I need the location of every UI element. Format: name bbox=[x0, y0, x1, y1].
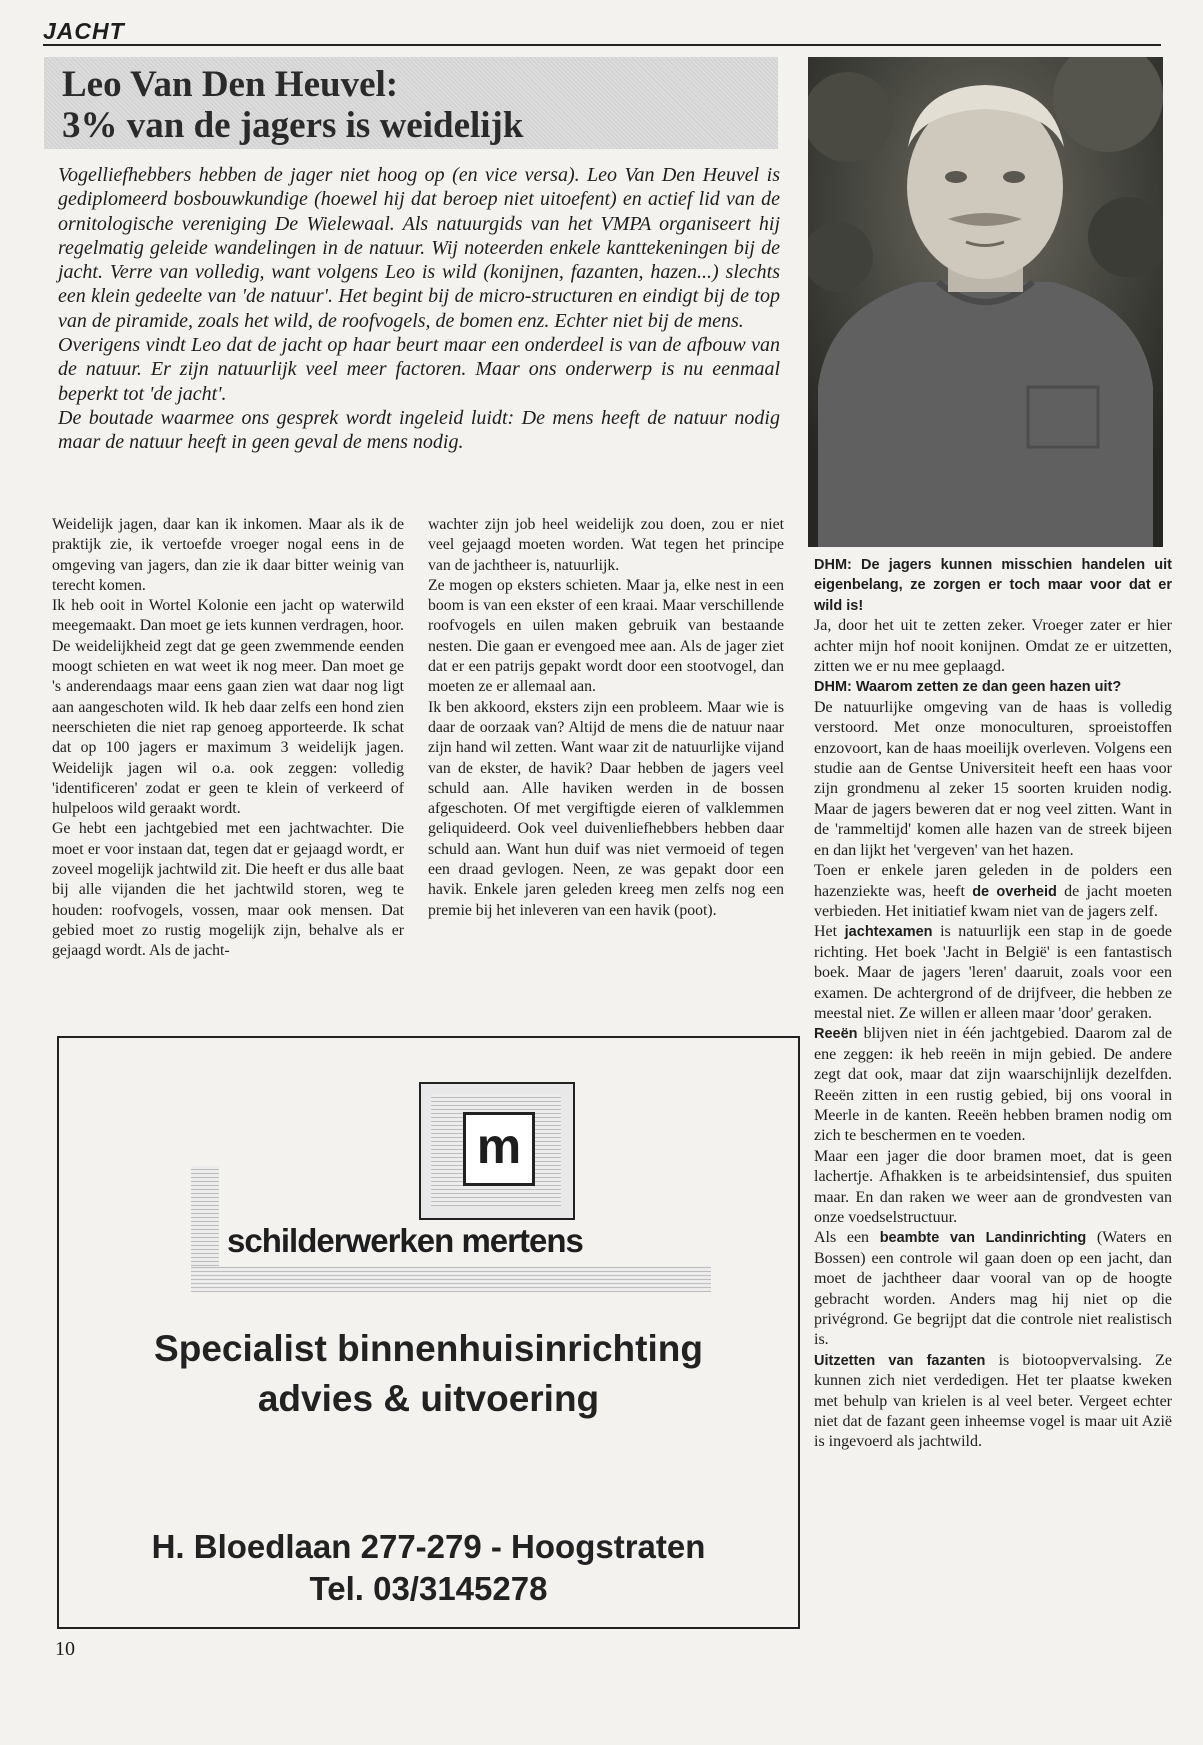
paragraph bbox=[814, 922, 1172, 1024]
headline-line-1: Leo Van Den Heuvel: bbox=[62, 64, 399, 105]
brand-name: schilderwerken mertens bbox=[227, 1222, 583, 1259]
section-label: JACHT bbox=[43, 18, 125, 44]
advertisement bbox=[57, 1036, 800, 1629]
text-run: (Waters en Bossen) een controle wil gaan doen op een jacht, dan moet de jachtheer daar vooral van op de hoogte gebracht worden. Anders mag hij niet op die privégrond. Ge begrijpt dat die controle niet realistisch is. bbox=[814, 1229, 1172, 1349]
headline-box bbox=[44, 57, 778, 149]
paragraph: Weidelijk jagen, daar kan ik inkomen. Maar als ik de praktijk zie, ik vertoefde vroeger nogal eens in de omgeving van jagers, dan zie ik daar bitter weinig van terecht komen. bbox=[52, 516, 404, 594]
ad-tagline-2: advies & uitvoering bbox=[257, 1378, 600, 1419]
text-run: blijven niet in één jachtgebied. Daarom zal de ene zeggen: ik heb reeën in mijn gebied. De andere zegt dat ook, maar dat zijn waarschijnlijk dezelfden. Reeën zitten in een rustig gebied, bij ons vooral in Meerle in de kanten. Reeën hebben bramen nodig om zich te beschermen en te voeden. bbox=[814, 1025, 1172, 1145]
paragraph: Ge hebt een jachtgebied met een jachtwachter. Die moet er voor instaan dat, tegen dat er gejaagd wordt, er zoveel mogelijk jachtwild zit. Die heeft er dus alle baat bij alle vijanden die het jachtwild storen, weg te houden: roofvogels, vossen, maar ook mensen. Dat gebied moet zo rustig mogelijk zijn, behalve als er gejaagd wordt. Als de jacht- bbox=[52, 820, 404, 960]
paragraph: Ze mogen op eksters schieten. Maar ja, elke nest in een boom is van een ekster of een kraai. Maar verschillende roofvogels en uilen maken gebruik van bestaande nesten. Die gaan er evengoed mee aan. Als de jager ziet dat er een patrijs gepakt wordt door een stootvogel, dan moeten ze er allemaal aan. bbox=[428, 576, 784, 696]
bold-term: Reeën bbox=[814, 1026, 858, 1043]
paragraph bbox=[814, 861, 1172, 922]
paragraph: Ja, door het uit te zetten zeker. Vroeger zater er hier achter mijn hof nooit konijnen. Omdat ze er uitzetten, zitten we er nu mee geplaagd. bbox=[814, 617, 1172, 676]
paragraph bbox=[814, 1351, 1172, 1453]
paragraph: Ik heb ooit in Wortel Kolonie een jacht op waterwild meegemaakt. Dan moet ge iets kunnen verdragen, hoor. De weidelijkheid zegt dat ge geen zwemmende eenden moogt schieten en wat weet ik nog meer. Dan moet ge 's anderendaags maar eens gaan zien wat daar nog ligt aan aangeschoten wild. Ik heb daar zelfs een hond zien neerschieten die niet rap genoeg apporteerde. Ik schat dat op 100 jagers er maximum 3 weidelijk jagen. Weidelijk jagen wil o.a. ook zeggen: volledig 'identificeren' zodat er geen te klein of verkeerd of hulpeloos wild geraakt wordt. bbox=[52, 597, 404, 818]
header-rule bbox=[43, 44, 1161, 46]
page-number: 10 bbox=[55, 1638, 75, 1660]
bold-term: Uitzetten van fazanten bbox=[814, 1352, 986, 1369]
intro-paragraph: De boutade waarmee ons gesprek wordt ingeleid luidt: De mens heeft de natuur nodig maar de natuur heeft in geen geval de mens nodig. bbox=[58, 406, 780, 454]
bold-term: beambte van Landinrichting bbox=[879, 1230, 1087, 1247]
article-column-1 bbox=[52, 515, 404, 962]
paragraph: wachter zijn job heel weidelijk zou doen, zou er niet veel gejaagd moeten worden. Wat tegen het principe van de jachtheer is, natuurlijk. bbox=[428, 516, 784, 574]
intro-paragraph: Vogelliefhebbers hebben de jager niet hoog op (en vice versa). Leo Van Den Heuvel is gediplomeerd bosbouwkundige (hoewel hij dat beroep niet uitoefent) en actief lid van de ornitologische vereniging De Wielewaal. Als natuurgids van het VMPA organiseert hij regelmatig geleide wandelingen in de natuur. Wij noteerden enkele kanttekeningen bij de jacht. Verre van volledig, want volgens Leo is wild (konijnen, fazanten, hazen...) slechts een klein gedeelte van 'de natuur'. Het begint bij de micro-structuren en eindigt bij de top van de piramide, zoals het wild, de roofvogels, de bomen enz. Echter niet bij de mens. bbox=[58, 164, 780, 332]
logo-frame bbox=[419, 1082, 575, 1220]
paragraph: Ik ben akkoord, eksters zijn een probleem. Maar wie is daar de oorzaak van? Altijd de mens die de natuur naar zijn hand wil zetten. Want waar zit de natuurlijke vijand van de ekster, de havik? Daar hebben de jagers veel schuld aan. Alle haviken werden in de bossen afgeschoten. Of met vergiftigde eieren of valklemmen geliquideerd. Ook veel duivenliefhebbers hebben daar schuld aan. Want hun duif was niet vermoeid of tegen een draad gevlogen. Neen, ze was gepakt door een havik. Enkele jaren geleden kreeg men zelfs nog een premie bij het inleveren van een havik (poot). bbox=[428, 698, 784, 919]
logo-m-icon: m bbox=[463, 1112, 535, 1186]
paragraph: Maar een jager die door bramen moet, dat is geen lachertje. Afhakken is te arbeidsintensief, dus spuiten maar. En dan raken we weer aan de grondvesten van onze voedselstructuur. bbox=[814, 1147, 1172, 1226]
headline-line-2: 3% van de jagers is weidelijk bbox=[62, 105, 524, 146]
bold-term: de overheid bbox=[972, 883, 1057, 900]
text-run: Het bbox=[814, 923, 845, 941]
portrait-illustration bbox=[808, 57, 1163, 547]
paragraph: De natuurlijke omgeving van de haas is volledig verstoord. Met onze monoculturen, sproeistoffen enzovoort, kan de haas moeilijk overleven. Volgens een studie aan de Gentse Universiteit heeft een haas voor zijn grondmenu al zeker 15 soorten kruiden nodig. Maar de jagers beweren dat er nog veel zitten. Want in de 'rammeltijd' komen alle hazen van de streek bijeen en dan lijkt het 'vergeven' van het hazen. bbox=[814, 698, 1172, 859]
interview-question: DHM: De jagers kunnen misschien handelen uit eigenbelang, ze zorgen er toch maar voor dat er wild is! bbox=[814, 557, 1172, 614]
paragraph bbox=[814, 1024, 1172, 1146]
text-run: is natuurlijk een stap in de goede richting. Het boek 'Jacht in België' is een fantastisch boek. Maar de jagers 'leren' daaruit, zoals voor een examen. De achtergrond of de drijfveer, die hebben ze meestal niet. Ze willen er alleen maar 'door' geraken. bbox=[814, 923, 1172, 1022]
text-run: Als een bbox=[814, 1229, 880, 1247]
text-run: Toen er enkele jaren geleden in de polders een hazenziekte was, heeft bbox=[814, 862, 1172, 900]
ad-phone: Tel. 03/3145278 bbox=[309, 1570, 548, 1607]
logo-stripes bbox=[191, 1266, 711, 1292]
ad-address: H. Bloedlaan 277-279 - Hoogstraten bbox=[151, 1528, 706, 1565]
text-run: is biotoopvervalsing. Ze kunnen zich niet verdedigen. Het ter plaatse kweken met behulp van krielen is al veel beter. Vergeet echter niet dat de fazant geen inheemse vogel is maar uit Azië is ingevoerd als jachtwild. bbox=[814, 1351, 1172, 1451]
ad-tagline-1: Specialist binnenhuisinrichting bbox=[154, 1328, 703, 1369]
paragraph bbox=[814, 1228, 1172, 1350]
article-column-2 bbox=[428, 515, 784, 921]
interview-question: DHM: Waarom zetten ze dan geen hazen uit? bbox=[814, 679, 1122, 696]
text-run: de jacht moeten verbieden. Het initiatief kwam niet van de jagers zelf. bbox=[814, 882, 1173, 920]
portrait-photo bbox=[808, 57, 1163, 547]
article-column-3 bbox=[814, 555, 1172, 1453]
intro-text bbox=[58, 163, 780, 455]
bold-term: jachtexamen bbox=[844, 924, 933, 941]
intro-paragraph: Overigens vindt Leo dat de jacht op haar beurt maar een onderdeel is van de afbouw van de natuur. Er zijn natuurlijk veel meer factoren. Maar ons onderwerp is nu eenmaal beperkt tot 'de jacht'. bbox=[58, 334, 780, 405]
